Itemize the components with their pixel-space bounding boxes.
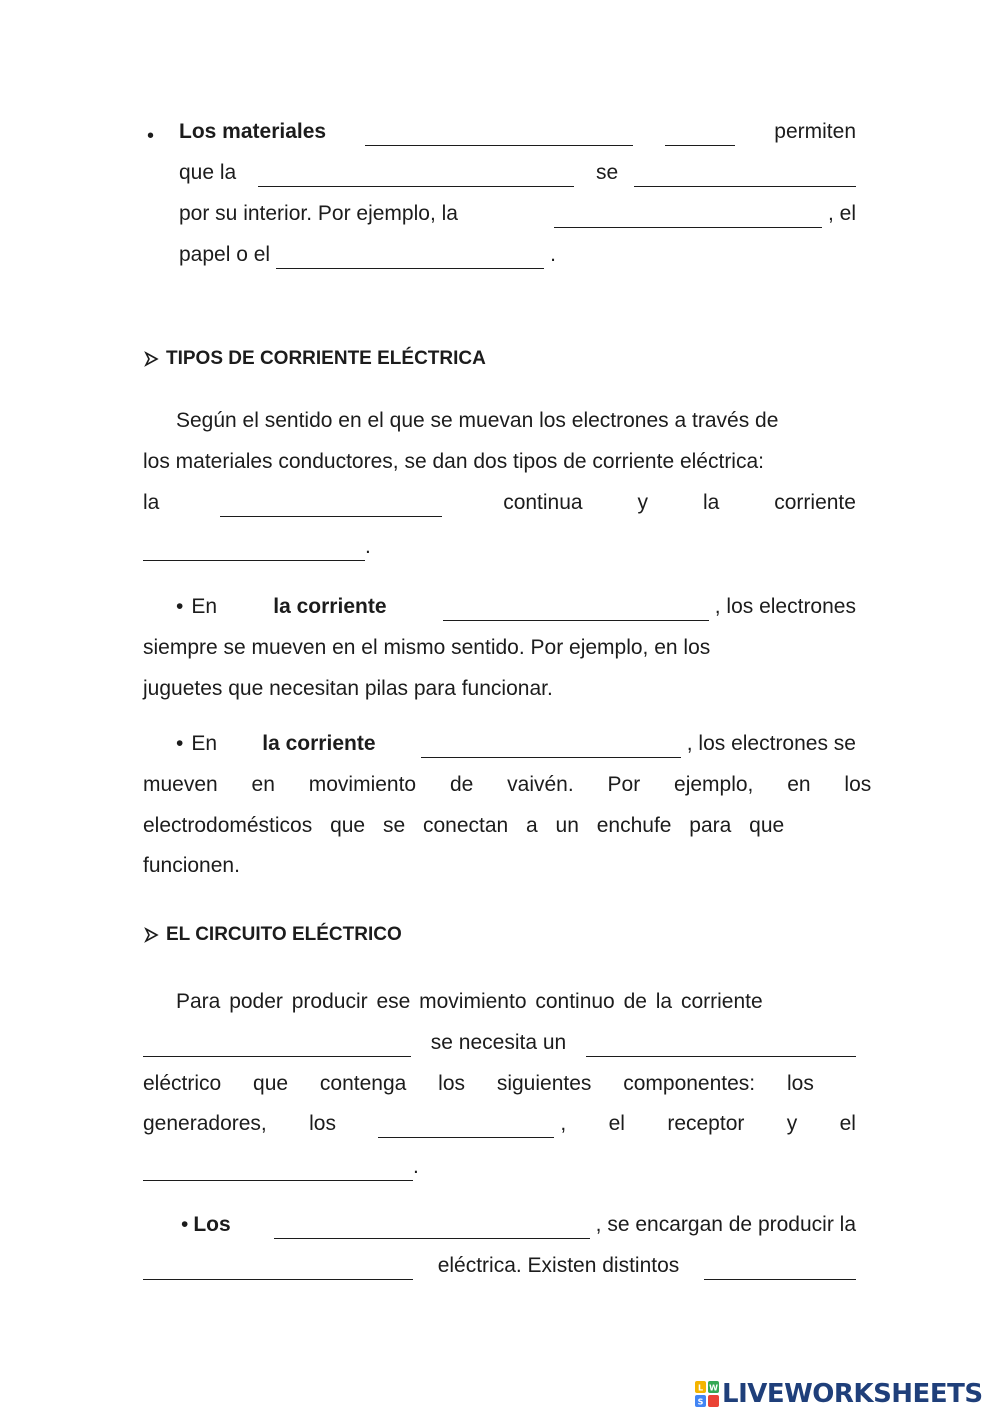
blank-energia[interactable] bbox=[143, 1256, 413, 1280]
materiales-line-4 bbox=[179, 241, 856, 269]
arrowhead-bullet-icon bbox=[143, 351, 159, 367]
liveworksheets-logo[interactable] bbox=[695, 1378, 983, 1410]
arrowhead-bullet-icon bbox=[143, 927, 159, 943]
bullet-symbol: • bbox=[147, 125, 155, 147]
blank-material-type-2[interactable] bbox=[665, 122, 735, 146]
tipos-line-4 bbox=[143, 533, 856, 561]
continua-line-2 bbox=[143, 634, 856, 662]
circuito-el-1: el bbox=[608, 1112, 625, 1135]
alterna-bullet: • bbox=[176, 732, 184, 755]
tipos-line-1 bbox=[143, 407, 856, 435]
alterna-text-4: funcionen. bbox=[143, 854, 240, 877]
period-text: . bbox=[550, 243, 556, 266]
circuito-generadores: generadores, bbox=[143, 1112, 267, 1135]
circuito-text-3: eléctrico que contenga los siguientes componentes: los bbox=[143, 1072, 814, 1095]
generadores-text-2: eléctrica. Existen distintos bbox=[437, 1254, 680, 1277]
blank-tipos-corriente[interactable] bbox=[220, 493, 442, 517]
circuito-text-1: Para poder producir ese movimiento continuo de la corriente bbox=[176, 990, 763, 1013]
alterna-line-2 bbox=[143, 771, 872, 799]
tipos-la-1: la bbox=[143, 491, 160, 514]
continua-line-1 bbox=[143, 593, 856, 621]
tipos-period: . bbox=[365, 535, 371, 558]
circuito-line-1 bbox=[143, 988, 856, 1016]
materiales-line-3 bbox=[179, 200, 856, 228]
logo-mark-letter-s: S bbox=[697, 1397, 704, 1407]
generadores-end: , se encargan de producir la bbox=[595, 1213, 856, 1236]
circuito-los: los bbox=[309, 1112, 336, 1135]
heading-circuito-electrico bbox=[143, 922, 402, 948]
alterna-text-2: mueven en movimiento de vaivén. Por ejemplo, en los bbox=[143, 773, 872, 796]
materiales-line-1 bbox=[179, 118, 856, 146]
circuito-receptor: receptor bbox=[667, 1112, 745, 1135]
permiten-text: permiten bbox=[774, 120, 856, 143]
blank-tipos-generadores[interactable] bbox=[704, 1256, 856, 1280]
alterna-line-1 bbox=[143, 730, 856, 758]
blank-example-2[interactable] bbox=[276, 245, 544, 269]
materiales-line-2 bbox=[179, 159, 856, 187]
tipos-text-1: Según el sentido en el que se muevan los electrones a través de bbox=[176, 409, 779, 432]
alterna-text-3: electrodomésticos que se conectan a un enchufe para que bbox=[143, 814, 785, 837]
circuito-line-3 bbox=[143, 1070, 856, 1098]
circuito-comma: , bbox=[560, 1112, 567, 1135]
tipos-corriente: corriente bbox=[774, 491, 856, 514]
tipos-text-2: los materiales conductores, se dan dos tipos de corriente eléctrica: bbox=[143, 450, 764, 473]
blank-generadores[interactable] bbox=[274, 1215, 590, 1239]
blank-tipos-alterna[interactable] bbox=[143, 537, 365, 561]
alterna-line-3 bbox=[143, 812, 856, 840]
alterna-bold: la corriente bbox=[262, 732, 376, 755]
tipos-line-3 bbox=[143, 489, 856, 517]
alterna-line-4 bbox=[143, 852, 856, 880]
logo-mark-letter-l: L bbox=[697, 1383, 704, 1393]
alterna-end: , los electrones se bbox=[686, 732, 856, 755]
blank-circuito[interactable] bbox=[586, 1033, 856, 1057]
circuito-el-2: el bbox=[839, 1112, 856, 1135]
blank-corriente-word[interactable] bbox=[258, 163, 574, 187]
tipos-la-2: la bbox=[702, 491, 720, 514]
blank-verb[interactable] bbox=[634, 163, 856, 187]
generadores-line-2 bbox=[143, 1252, 856, 1280]
tipos-y: y bbox=[637, 491, 649, 514]
alterna-en: En bbox=[191, 732, 218, 755]
circuito-text-2: se necesita un bbox=[430, 1031, 567, 1054]
blank-corriente-alterna[interactable] bbox=[421, 734, 681, 758]
interior-text: por su interior. Por ejemplo, la bbox=[179, 202, 458, 225]
papel-text: papel o el bbox=[179, 243, 271, 266]
blank-componente[interactable] bbox=[378, 1114, 554, 1138]
blank-circuito-corriente[interactable] bbox=[143, 1033, 411, 1057]
circuito-y: y bbox=[786, 1112, 798, 1135]
heading-circuito-text: EL CIRCUITO ELÉCTRICO bbox=[166, 924, 402, 945]
continua-text-2: siempre se mueven en el mismo sentido. Por ejemplo, en los bbox=[143, 636, 711, 659]
continua-line-3 bbox=[143, 675, 856, 703]
continua-text-3: juguetes que necesitan pilas para funcionar. bbox=[143, 677, 553, 700]
blank-material-type-1[interactable] bbox=[365, 122, 633, 146]
liveworksheets-text: LIVEWORKSHEETS bbox=[722, 1379, 983, 1409]
circuito-line-4 bbox=[143, 1110, 856, 1138]
se-text: se bbox=[595, 161, 619, 184]
continua-bold: la corriente bbox=[273, 595, 387, 618]
el-text: , el bbox=[827, 202, 856, 225]
liveworksheets-mark-icon bbox=[695, 1381, 719, 1407]
circuito-line-5 bbox=[143, 1153, 856, 1181]
generadores-line-1 bbox=[143, 1211, 856, 1239]
materiales-bold-label: Los materiales bbox=[179, 120, 327, 143]
continua-en: En bbox=[191, 595, 218, 618]
tipos-continua: continua bbox=[503, 491, 583, 514]
que-la-text: que la bbox=[179, 161, 237, 184]
blank-example-1[interactable] bbox=[554, 204, 822, 228]
continua-bullet: • bbox=[176, 595, 184, 618]
tipos-line-2 bbox=[143, 448, 856, 476]
heading-tipos-text: TIPOS DE CORRIENTE ELÉCTRICA bbox=[166, 348, 486, 369]
circuito-period: . bbox=[413, 1155, 419, 1178]
blank-ultimo-componente[interactable] bbox=[143, 1157, 413, 1181]
blank-corriente-continua[interactable] bbox=[443, 597, 709, 621]
circuito-line-2 bbox=[143, 1029, 856, 1057]
continua-end: , los electrones bbox=[714, 595, 856, 618]
generadores-bullet: • bbox=[181, 1213, 189, 1236]
generadores-bold: Los bbox=[193, 1213, 231, 1236]
logo-mark-letter-w: W bbox=[709, 1383, 718, 1393]
heading-tipos-corriente bbox=[143, 346, 486, 372]
